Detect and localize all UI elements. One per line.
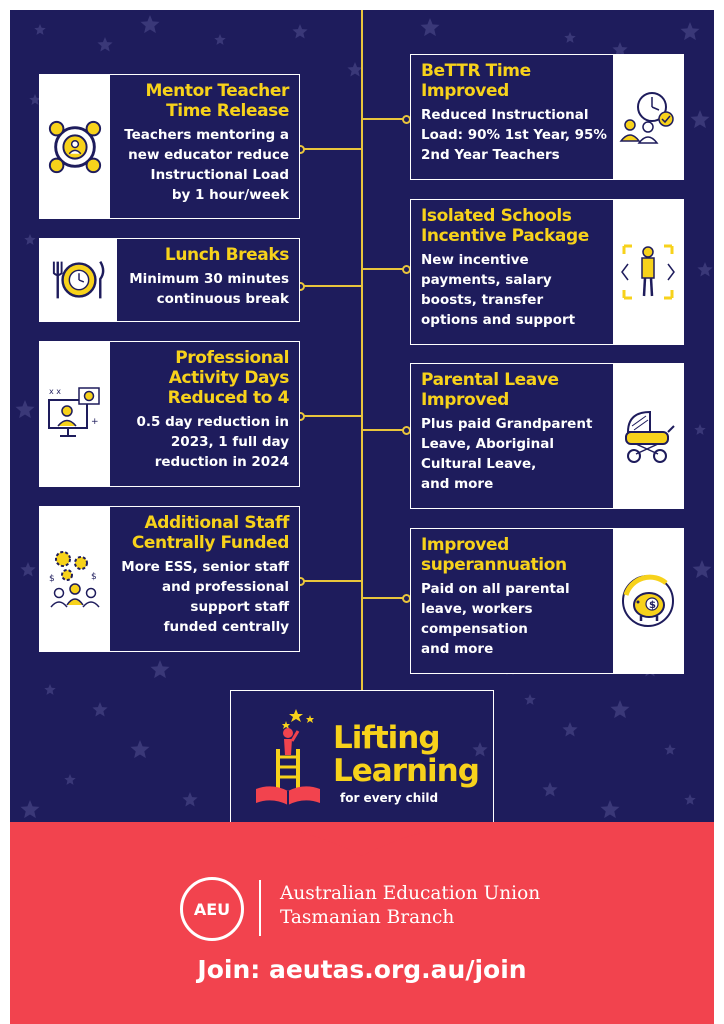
star-icon [214,34,225,45]
org-branch: Tasmanian Branch [280,907,455,928]
card-body: Plus paid Grandparent Leave, Aboriginal Cultural Leave, and more [421,416,593,492]
svg-text:$: $ [91,572,97,582]
svg-text:$: $ [649,600,656,611]
star-icon [684,794,695,805]
card-title: Professional Activity Days Reduced to 4 [167,348,289,408]
card-title: Isolated Schools Incentive Package [421,206,589,246]
connector-left-4 [300,580,362,582]
svg-text:$: $ [49,574,55,584]
star-icon [681,22,700,40]
book-shape [10,812,714,872]
computer-training-icon [40,342,110,486]
star-icon [16,400,35,418]
mentor-group-icon [40,75,110,218]
campaign-subtitle: for every child [340,791,439,805]
star-icon [97,37,112,52]
card-isolated-schools [410,199,684,345]
connector-left-3 [300,415,362,417]
card-body: New incentive payments, salary boosts, transfer options and support [421,252,576,328]
connector-left-1 [300,148,362,150]
star-icon [64,774,75,785]
star-icon [182,792,197,807]
star-icon [542,782,557,797]
timeline-trunk [361,10,363,690]
clock-people-icon [613,55,683,179]
star-icon [20,562,35,577]
star-icon [92,702,107,717]
star-icon [421,18,440,36]
svg-text:x x: x x [49,387,62,396]
card-text [421,61,607,173]
aeu-logo-text: AEU [193,899,231,919]
connector-left-2 [300,285,362,287]
star-icon [292,24,307,39]
star-icon [562,722,577,737]
star-icon [564,32,575,43]
card-body: Paid on all parental leave, workers compensation and more [421,581,570,657]
card-text [421,370,592,502]
card-title: Parental Leave Improved [421,370,559,410]
card-lunch-breaks [39,238,300,322]
card-text [421,206,589,338]
card-text [137,348,289,480]
staff-funding-icon [40,507,110,651]
card-title: Additional Staff Centrally Funded [131,513,289,553]
card-mentor-teacher [39,74,300,219]
star-icon [141,15,160,33]
card-text [124,81,289,212]
card-professional-activity-days [39,341,300,487]
card-body: More ESS, senior staff and professional support staff funded centrally [121,559,289,635]
card-body: 0.5 day reduction in 2023, 1 full day reduction in 2024 [136,414,289,470]
card-text [421,535,570,667]
star-icon [664,744,675,755]
card-superannuation [410,528,684,674]
join-link[interactable]: Join: aeutas.org.au/join [197,955,527,984]
card-body: Reduced Instructional Load: 90% 1st Year, 95% 2nd Year Teachers [421,107,607,163]
card-bettr-time [410,54,684,180]
star-icon [694,424,705,435]
card-body: Teachers mentoring a new educator reduce Instructional Load by 1 hour/week [124,127,289,203]
star-icon [34,24,45,35]
card-text [129,245,289,315]
star-icon [691,110,710,128]
card-title: BeTTR Time Improved [421,61,531,101]
card-additional-staff [39,506,300,652]
star-icon [24,234,35,245]
star-icon [44,684,55,695]
org-name: Australian Education Union [280,883,541,904]
logo-divider [259,880,261,936]
plate-clock-icon [40,239,117,321]
star-icon [611,700,630,718]
star-icon [151,660,170,678]
card-body: Minimum 30 minutes continuous break [129,271,289,307]
person-arrows-icon [613,200,683,344]
campaign-title: Lifting Learning [333,720,479,789]
card-title: Improved superannuation [421,535,567,575]
card-parental-leave [410,363,684,509]
pram-icon [613,364,683,508]
card-title: Lunch Breaks [164,245,289,265]
card-text [121,513,289,645]
star-icon [131,740,150,758]
star-icon [524,694,535,705]
ladder-book-icon [252,705,332,809]
card-title: Mentor Teacher Time Release [145,81,289,121]
aeu-logo[interactable] [180,877,244,941]
piggy-bank-icon [613,529,683,673]
star-icon [697,262,712,277]
star-icon [693,560,712,578]
svg-text:+: + [91,417,99,427]
